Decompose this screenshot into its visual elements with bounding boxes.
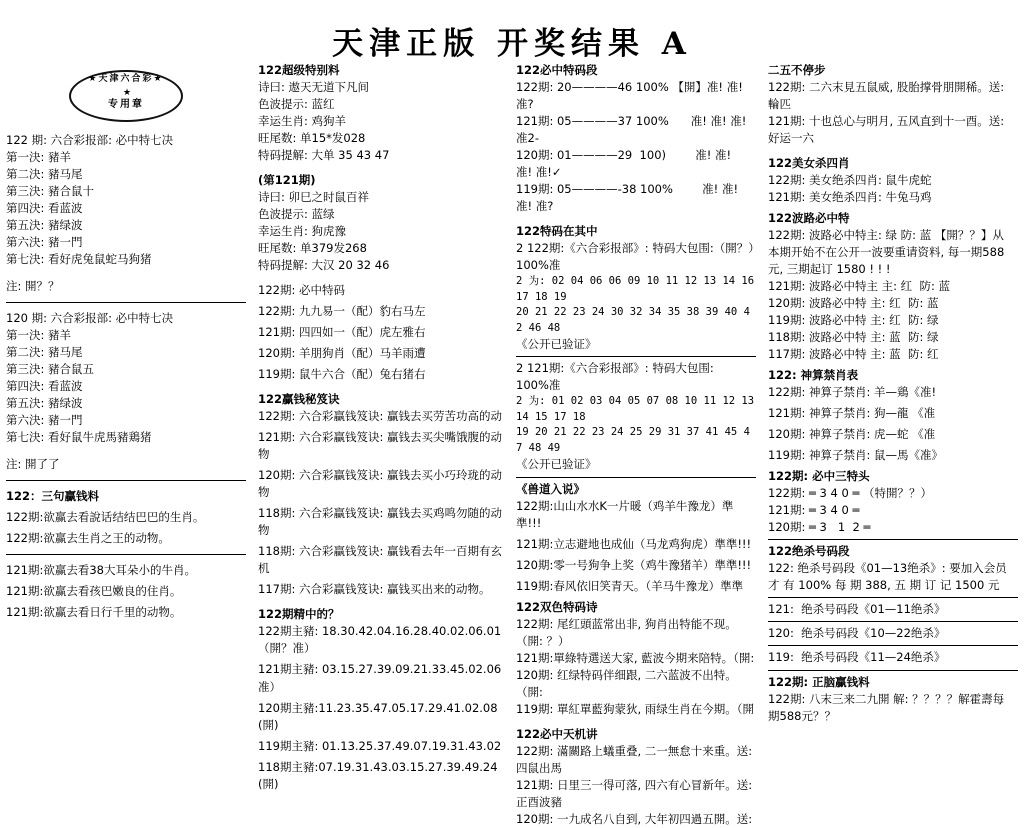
list-item: 第六決: 豬一門 bbox=[6, 235, 83, 250]
list-item: 正酉波豬 bbox=[516, 794, 562, 809]
list-item: 第四決: 看蓝波 bbox=[6, 379, 83, 394]
list-item: 幸运生肖: 狗虎豫 bbox=[258, 224, 347, 239]
list-item: 121期: 美女绝杀四肖: 牛兔马鸡 bbox=[768, 190, 932, 205]
list-item: 色波提示: 蓝绿 bbox=[258, 207, 335, 222]
list-item: 2 122期:《六合彩报部》: 特码大包围:（開？） bbox=[516, 241, 760, 256]
divider bbox=[768, 621, 1018, 622]
page-title: 天津正版 开奖结果 A bbox=[332, 26, 692, 62]
list-item: 诗曰: 遨天无道下凡间 bbox=[258, 80, 370, 95]
col1-note-1: 注: 開？？ bbox=[6, 279, 60, 294]
list-item: 122期: 20————46 100% 【開】准! 准! bbox=[516, 80, 743, 95]
list-item: 119期: 單紅單藍狗蒙狄, 雨绿生肖在今期。（開 bbox=[516, 701, 755, 716]
list-item: 2 121期:《六合彩报部》: 特码大包围: bbox=[516, 361, 714, 376]
list-item: 121期:欲赢去看38大耳朵小的牛肖。 bbox=[6, 563, 196, 578]
list-item: 122期: 八末三来二九開 解: ？？？？解霍壽每 bbox=[768, 691, 1005, 706]
list-item: 旺尾数: 单15*发028 bbox=[258, 131, 366, 146]
col3-heading-dualcolor: 122双色特码诗 bbox=[516, 599, 598, 614]
list-item: 诗曰: 卯巳之时鼠百祥 bbox=[258, 190, 370, 205]
verified-note: 《公开已验证》 bbox=[516, 457, 597, 472]
list-item: 120期: 一九成名八自到, 大年初四過五開。送: bbox=[516, 811, 753, 826]
list-item: 120期: 神算子禁肖: 虎—蛇 《准 bbox=[768, 427, 936, 442]
list-item: 特码提解: 大汉 20 32 46 bbox=[258, 258, 390, 273]
col4-heading-wave: 122波路必中特 bbox=[768, 211, 850, 226]
column-1 bbox=[0, 62, 252, 738]
list-item: 第七決: 看好鼠牛虎馬豬鶏猪 bbox=[6, 430, 152, 445]
star-icon: ★ bbox=[123, 88, 132, 98]
col1-note-2: 注: 開了了 bbox=[6, 457, 60, 472]
list-item: 121期: 四四如一（配）虎左雅右 bbox=[258, 325, 426, 340]
col3-heading-tianji: 122必中天机讲 bbox=[516, 726, 598, 741]
list-item: 第五決: 豬绿波 bbox=[6, 396, 83, 411]
list-item: 118期: 六合彩贏钱笈诀: 贏钱去买鸡鸣勿随的动物 bbox=[258, 506, 503, 538]
number-list: 2 为: 01 02 03 04 05 07 08 10 11 12 13 14 15 17 18 bbox=[516, 395, 761, 423]
list-item: 本期开始不在公开一波要重请资料, 每一期588 bbox=[768, 245, 1005, 260]
col4-heading-beauty: 122美女杀四肖 bbox=[768, 156, 850, 171]
list-item: 121期:欲赢去看日行千里的动物。 bbox=[6, 605, 182, 620]
column-4 bbox=[762, 62, 1024, 738]
list-item: 才 有 100% 每 期 388, 五 期 订 记 1500 元 bbox=[768, 578, 1000, 593]
list-item: 第五決: 豬绿波 bbox=[6, 218, 83, 233]
list-item: 118期: 六合彩贏钱笈诀: 贏钱看去年一百期有玄机 bbox=[258, 544, 503, 576]
divider bbox=[6, 480, 246, 481]
list-item: 准! 准!✓ bbox=[516, 165, 562, 180]
col4-heading-25: 二五不停步 bbox=[768, 63, 826, 77]
list-item: 121期:立志避地也成仙（马龙鸡狗虎）準準!!! bbox=[516, 536, 752, 551]
list-item: 第七決: 看好虎兔鼠蛇马狗猪 bbox=[6, 252, 152, 267]
divider bbox=[768, 539, 1018, 540]
seal-arc-text: ★天津六合彩★ bbox=[88, 74, 164, 84]
col3-heading-section: 122必中特码段 bbox=[516, 63, 598, 77]
list-item: 121期: 六合彩贏钱笈诀: 贏钱去买尖嘴饿腹的动物 bbox=[258, 430, 503, 462]
list-item: 121期:單綠特選送大家, 藍波今期来陪特。（開: bbox=[516, 650, 755, 665]
list-item: 122: 绝杀号码段《01—13绝杀》: 要加入会员 bbox=[768, 561, 1007, 576]
col1-block-1 bbox=[6, 132, 246, 268]
list-item: 117期: 六合彩贏钱笈诀: 贏钱买出来的动物。 bbox=[258, 582, 491, 597]
list-item: 122期:欲赢去看說话结结巴巴的生肖。 bbox=[6, 510, 205, 525]
list-item: 准? bbox=[516, 97, 534, 112]
list-item: 122期主豬: 18.30.42.04.16.28.40.02.06.01 （開？准） bbox=[258, 624, 505, 656]
divider bbox=[6, 302, 246, 303]
column-2 bbox=[252, 62, 510, 791]
list-item: 119期:春风依旧笑青天。（羊马牛豫龙）準準 bbox=[516, 578, 744, 593]
list-item: 120期: 六合彩贏钱笈诀: 贏钱去买小巧玲珑的动物 bbox=[258, 468, 503, 500]
list-item: 118期: 波路必中特 主: 蓝 防: 绿 bbox=[768, 330, 939, 345]
col4-heading-brain: 122期: 正脑贏钱料 bbox=[768, 674, 870, 689]
list-item: 120期: 01————29 100) 准! 准! bbox=[516, 148, 732, 163]
list-item: 第一決: 豬羊 bbox=[6, 328, 72, 343]
list-item: 第一決: 豬羊 bbox=[6, 150, 72, 165]
divider bbox=[516, 356, 756, 357]
list-item: 119期: 神算子禁肖: 鼠—馬《准》 bbox=[768, 448, 944, 463]
col2-heading-super: 122超级特别料 bbox=[258, 63, 340, 77]
list-item: 121: 绝杀号码段《01—11绝杀》 bbox=[768, 602, 946, 617]
list-item: 第三決: 豬合鼠五 bbox=[6, 362, 95, 377]
list-item: 特码提解: 大单 35 43 47 bbox=[258, 148, 390, 163]
number-list: 20 21 22 23 24 30 32 34 35 38 39 40 42 46 48 bbox=[516, 306, 750, 334]
list-item: 122期: 二六末見五鼠威, 股胎撑骨朋開稀。送: bbox=[768, 80, 1005, 95]
list-item: 120期: ═ 3 1 2 ═ bbox=[768, 520, 871, 535]
list-item: 120: 绝杀号码段《10—22绝杀》 bbox=[768, 626, 946, 641]
col2-heading-mustwin: 122期: 必中特码 bbox=[258, 283, 345, 298]
list-item: 121期: 波路必中特主 主: 红 防: 蓝 bbox=[768, 279, 951, 294]
col1-block-2 bbox=[6, 310, 246, 446]
col4-heading-forbidden: 122: 神算禁肖表 bbox=[768, 368, 859, 383]
list-item: 121期: 神算子禁肖: 狗—龍 《准 bbox=[768, 406, 936, 421]
divider bbox=[768, 670, 1018, 671]
list-item: 122期:山山水水K一片暖（鸡羊牛豫龙）準準!!! bbox=[516, 498, 734, 530]
list-item: 119期: 波路必中特 主: 红 防: 绿 bbox=[768, 313, 939, 328]
list-item: 121期: 十也总心与明月, 五风直到十一酉。送: bbox=[768, 114, 1005, 129]
list-item: 第四決: 看蓝波 bbox=[6, 201, 83, 216]
list-item: 幸运生肖: 鸡狗羊 bbox=[258, 114, 347, 129]
list-item: 122期:欲赢去生肖之王的动物。 bbox=[6, 531, 170, 546]
col4-heading-threehead: 122期: 必中三特头 bbox=[768, 469, 870, 484]
col1-section-heading: 122：三句贏钱料 bbox=[6, 489, 100, 504]
list-item: 120期: 羊朋狗肖（配）马羊雨遭 bbox=[258, 346, 426, 361]
list-item: 元, 三期起订 1580 ! ! ! bbox=[768, 262, 891, 277]
list-item: 色波提示: 蓝红 bbox=[258, 97, 335, 112]
verified-note: 《公开已验证》 bbox=[516, 337, 597, 352]
list-item: 准2- bbox=[516, 131, 539, 146]
col2-heading-121: (第121期) bbox=[258, 173, 316, 188]
list-item: 121期主豬: 03.15.27.39.09.21.33.45.02.06 准） bbox=[258, 662, 505, 694]
list-item: 121期: 日里三一得可落, 四六有心冒新年。送: bbox=[516, 777, 753, 792]
list-item: 122期: 六合彩贏钱笈诀: 贏钱去买劳苦功高的动 bbox=[258, 409, 503, 424]
list-item: 122期: 神算子禁肖: 羊—鶏《准! bbox=[768, 385, 937, 400]
list-item: 122期: ═ 3 4 0 ═ （特開？？） bbox=[768, 486, 933, 501]
list-item: 118期主豬:07.19.31.43.03.15.27.39.49.24 (開) bbox=[258, 759, 502, 791]
seal-center-text: 专用章 bbox=[108, 99, 144, 110]
list-item: 100%准 bbox=[516, 258, 561, 273]
list-item: 122期: 波路必中特主: 绿 防: 蓝 【開？？】从 bbox=[768, 228, 1004, 243]
list-item: 122期: 美女绝杀四肖: 鼠牛虎蛇 bbox=[768, 173, 932, 188]
list-item: 117期: 波路必中特 主: 蓝 防: 红 bbox=[768, 347, 939, 362]
stamp-seal bbox=[67, 68, 185, 124]
list-item: 准! 准? bbox=[516, 199, 554, 214]
col4-heading-kill: 122绝杀号码段 bbox=[768, 544, 850, 559]
number-list: 19 20 21 22 23 24 25 29 31 37 41 45 47 48 49 bbox=[516, 426, 750, 454]
list-item: 122期: 尾红頭蓝常出非, 狗肖出特能不现。 bbox=[516, 616, 737, 631]
list-item: 119期主豬: 01.13.25.37.49.07.19.31.43.02 bbox=[258, 738, 502, 753]
list-item: 119期: 鼠牛六合（配）兔右猪右 bbox=[258, 367, 426, 382]
list-item: 122期: 九九易一（配）豹右马左 bbox=[258, 304, 426, 319]
list-item: 輪匹 bbox=[768, 97, 791, 112]
number-list: 2 为: 02 04 06 06 09 10 11 12 13 14 16 17 18 19 bbox=[516, 275, 761, 303]
list-item: 120 期: 六合彩报部: 必中特七决 bbox=[6, 311, 174, 326]
col2-heading-main: 122期精中的？ bbox=[258, 607, 340, 622]
divider bbox=[768, 597, 1018, 598]
list-item: 119: 绝杀号码段《11—24绝杀》 bbox=[768, 650, 946, 665]
column-3 bbox=[510, 62, 762, 826]
list-item: 121期: 05————37 100% 准! 准! 准! bbox=[516, 114, 747, 129]
list-item: 120期: 红绿特码伴细跟, 二六蓝波不出特。（開: bbox=[516, 667, 737, 699]
list-item: 旺尾数: 单379发268 bbox=[258, 241, 367, 256]
list-item: 期588元？？ bbox=[768, 708, 836, 723]
list-item: 第二決: 豬马尾 bbox=[6, 345, 83, 360]
list-item: 122 期: 六合彩报部: 必中特七决 bbox=[6, 133, 174, 147]
col3-heading-inside: 122特码在其中 bbox=[516, 224, 598, 239]
col2-heading-secret: 122贏钱秘笈诀 bbox=[258, 392, 340, 407]
list-item: 100%准 bbox=[516, 378, 561, 393]
list-item: （開: ？） bbox=[516, 633, 570, 648]
list-item: 122期: 滿關路上蟻重叠, 二一無怠十来重。送: bbox=[516, 743, 753, 758]
divider bbox=[6, 554, 246, 555]
list-item: 120期: 波路必中特 主: 红 防: 蓝 bbox=[768, 296, 939, 311]
list-item: 四鼠出馬 bbox=[516, 760, 562, 775]
list-item: 第六決: 豬一門 bbox=[6, 413, 83, 428]
columns-container bbox=[0, 62, 1024, 826]
divider bbox=[516, 477, 756, 478]
list-item: 121期:欲赢去看孩巴嫩良的住肖。 bbox=[6, 584, 182, 599]
list-item: 第三決: 豬合鼠十 bbox=[6, 184, 95, 199]
list-item: 第二決: 豬马尾 bbox=[6, 167, 83, 182]
list-item: 120期:零一号狗争上奖（鸡牛豫猪羊）準準!!! bbox=[516, 557, 752, 572]
list-item: 好运一六 bbox=[768, 131, 814, 146]
divider bbox=[768, 645, 1018, 646]
col3-heading-poem: 《兽道入说》 bbox=[516, 481, 585, 496]
list-item: 120期主豬:11.23.35.47.05.17.29.41.02.08(開) bbox=[258, 700, 498, 732]
list-item: 119期: 05————-38 100% 准! 准! bbox=[516, 182, 739, 197]
list-item: 121期: ═ 3 4 0 ═ bbox=[768, 503, 860, 518]
